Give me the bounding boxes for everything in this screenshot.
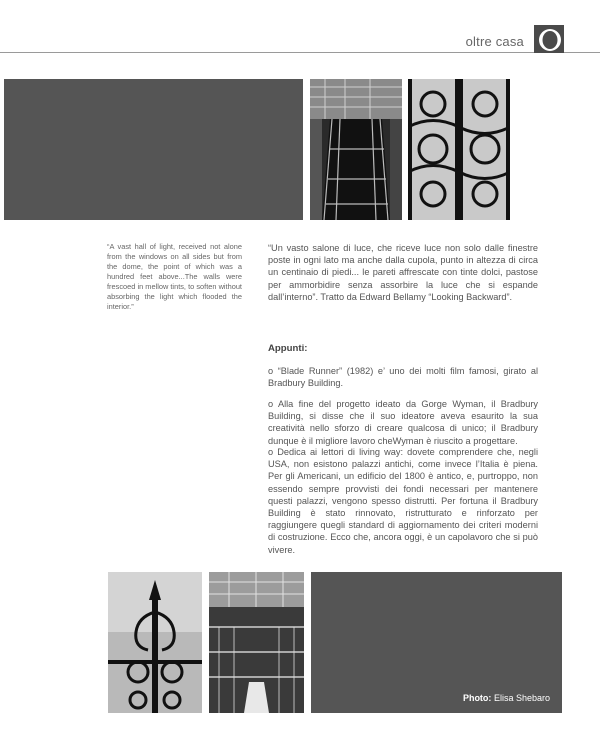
notes-heading: Appunti: bbox=[268, 343, 308, 354]
photo-placeholder-bottom bbox=[311, 572, 562, 713]
gate-spire-image bbox=[108, 572, 202, 713]
atrium-image bbox=[209, 572, 304, 713]
quote-english: “A vast hall of light, received not alone from the windows on all sides but from the dome, the point of which was a hundred feet above...The walls were frescoed in mellow tints, to soften without absorbing the light which flooded the interior.” bbox=[107, 242, 242, 311]
photo-placeholder-top bbox=[4, 79, 303, 220]
photo-credit-label: Photo: bbox=[462, 693, 492, 703]
note-item: o Alla fine del progetto ideato da Gorge Wyman, il Bradbury Building, si disse che il suo ideatore aveva esaurito la sua creatività nello sforzo di creare qualcosa di unico; il Bradbury dunque è il migliore lavoro cheWyman è riuscito a progettare. bbox=[268, 399, 538, 446]
photo-iron-grille bbox=[408, 79, 510, 220]
quote-italian: “Un vasto salone di luce, che riceve luce non solo dalle finestre poste in ogni lato ma anche dalla cupola, punto in altezza di circa un centinaio di piedi... le pareti affrescate con tinte dolci, pastose per ammorbidire senza assorbire la luce che si espande dall’interno”. Tratto da Edward Bellamy “Looking Backward”. bbox=[268, 243, 538, 302]
note-item: o Dedica ai lettori di living way: dovete comprendere che, negli USA, non esistono palazzi antichi, come invece l’Italia è piena. Per gli Americani, un edificio del 1800 è antico, e, purtroppo, non essendo sempre provvisti dei fondi necessari per mantenere questi palazzi, vengono spesso distrutti. Per fortuna il Bradbury Building è stato rinnovato, ristrutturato e rinforzato per raggiungere quegli standard di aggiornamento dei criteri moderni di costruzione. Ecco che, ancora oggi, è un capolavoro che si può vivere. bbox=[268, 447, 538, 555]
circle-logo-icon bbox=[534, 25, 564, 53]
elevator-shaft-image bbox=[310, 79, 402, 220]
photo-credit-name: Elisa Shebaro bbox=[493, 693, 550, 703]
header-rule bbox=[0, 52, 600, 53]
photo-elevator-shaft bbox=[310, 79, 402, 220]
photo-atrium bbox=[209, 572, 304, 713]
note-item: o “Blade Runner” (1982) e’ uno dei molti film famosi, girato al Bradbury Building. bbox=[268, 366, 538, 389]
photo-gate-spire bbox=[108, 572, 202, 713]
iron-grille-image bbox=[408, 79, 510, 220]
photo-credit bbox=[463, 693, 550, 703]
section-title: oltre casa bbox=[465, 34, 524, 49]
